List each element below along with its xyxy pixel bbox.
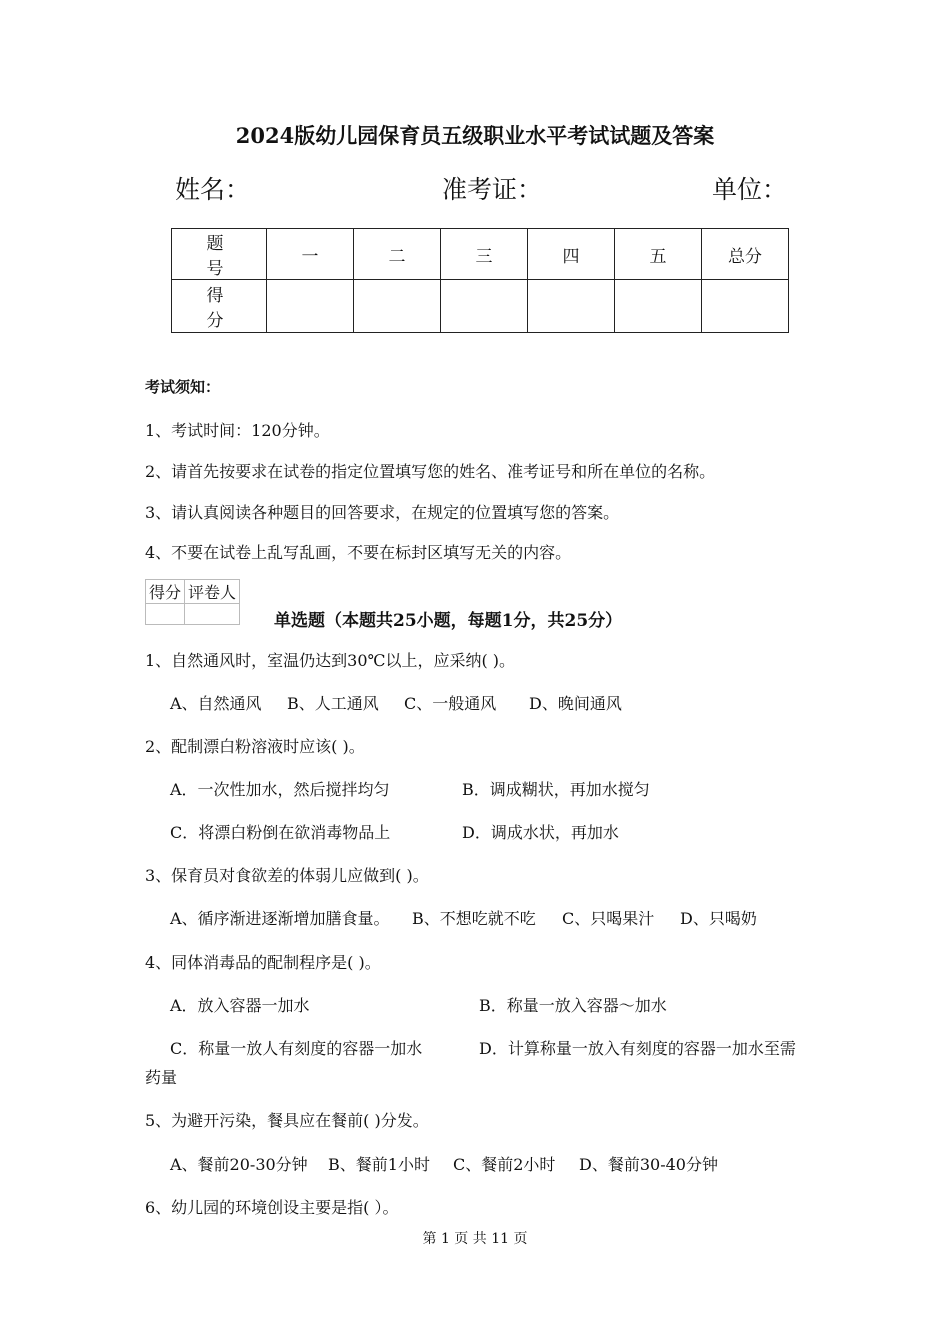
score-row-label: 得 分 [172, 280, 267, 333]
notice-item: 4、不要在试卷上乱写乱画，不要在标封区填写无关的内容。 [145, 543, 572, 562]
question-stem: 4、同体消毒品的配制程序是( )。 [145, 953, 381, 972]
question-option: B、餐前1小时 [328, 1155, 430, 1174]
page-footer: 第 1 页 共 11 页 [422, 1231, 528, 1247]
question-option: D、餐前30-40分钟 [579, 1155, 718, 1174]
question-stem: 1、自然通风时，室温仍达到30℃以上，应采纳( )。 [145, 651, 516, 670]
name-field-label: 姓名： [175, 175, 251, 204]
grader-name-cell [185, 604, 240, 625]
score-cell [702, 280, 789, 333]
question-stem: 3、保育员对食欲差的体弱儿应做到( )。 [145, 866, 429, 885]
question-option: D、晚间通风 [529, 694, 622, 713]
question-option: C．称量一放人有刻度的容器一加水 [170, 1039, 423, 1058]
question-option: B．调成糊状，再加水搅匀 [462, 780, 650, 799]
exam-id-field-label: 准考证： [442, 175, 543, 204]
question-stem: 5、为避开污染，餐具应在餐前( )分发。 [145, 1111, 429, 1130]
notice-item: 1、考试时间：120分钟。 [145, 421, 330, 440]
score-cell [354, 280, 441, 333]
question-option: B、不想吃就不吃 [412, 909, 536, 928]
question-option: C、一般通风 [404, 694, 497, 713]
score-table-header-cell: 三 [441, 229, 528, 280]
grader-table [145, 579, 240, 625]
question-option: D、只喝奶 [680, 909, 757, 928]
question-option: A、餐前20-30分钟 [170, 1155, 308, 1174]
question-option: C、餐前2小时 [453, 1155, 556, 1174]
question-option: B、人工通风 [287, 694, 379, 713]
question-option: C．将漂白粉倒在欲消毒物品上 [170, 823, 391, 842]
grader-score-label: 得分 [146, 580, 185, 604]
notice-item: 2、请首先按要求在试卷的指定位置填写您的姓名、准考证号和所在单位的名称。 [145, 462, 716, 481]
score-table-header-cell: 四 [528, 229, 615, 280]
question-option: A、循序渐进逐渐增加膳食量。 [170, 909, 390, 928]
question-option: A．一次性加水，然后搅拌均匀 [170, 780, 390, 799]
question-option: A、自然通风 [170, 694, 262, 713]
score-table-header-cell: 题 号 [172, 229, 267, 280]
score-table-header-cell: 总分 [702, 229, 789, 280]
page-title: 2024版幼儿园保育员五级职业水平考试试题及答案 [235, 123, 715, 148]
score-table-header-cell: 五 [615, 229, 702, 280]
question-option: D．调成水状，再加水 [462, 823, 619, 842]
score-cell [528, 280, 615, 333]
question-option-continuation: 药量 [145, 1068, 178, 1087]
score-table [171, 228, 789, 333]
unit-field-label: 单位： [712, 175, 788, 204]
question-option: D．计算称量一放入有刻度的容器一加水至需 [479, 1039, 796, 1058]
section-title: 单选题（本题共25小题，每题1分，共25分） [274, 611, 623, 631]
grader-score-cell [146, 604, 185, 625]
notice-heading: 考试须知： [145, 378, 221, 396]
score-table-header-row [172, 229, 789, 280]
score-cell [267, 280, 354, 333]
question-option: C、只喝果汁 [562, 909, 655, 928]
question-stem: 6、幼儿园的环境创设主要是指( ）。 [145, 1198, 399, 1217]
notice-item: 3、请认真阅读各种题目的回答要求，在规定的位置填写您的答案。 [145, 503, 620, 522]
question-option: B．称量一放入容器～加水 [479, 996, 667, 1015]
score-table-score-row [172, 280, 789, 333]
score-table-header-cell: 一 [267, 229, 354, 280]
question-stem: 2、配制漂白粉溶液时应该( )。 [145, 737, 365, 756]
score-cell [441, 280, 528, 333]
question-option: A．放入容器一加水 [170, 996, 310, 1015]
score-table-header-cell: 二 [354, 229, 441, 280]
grader-label: 评卷人 [185, 580, 240, 604]
score-cell [615, 280, 702, 333]
